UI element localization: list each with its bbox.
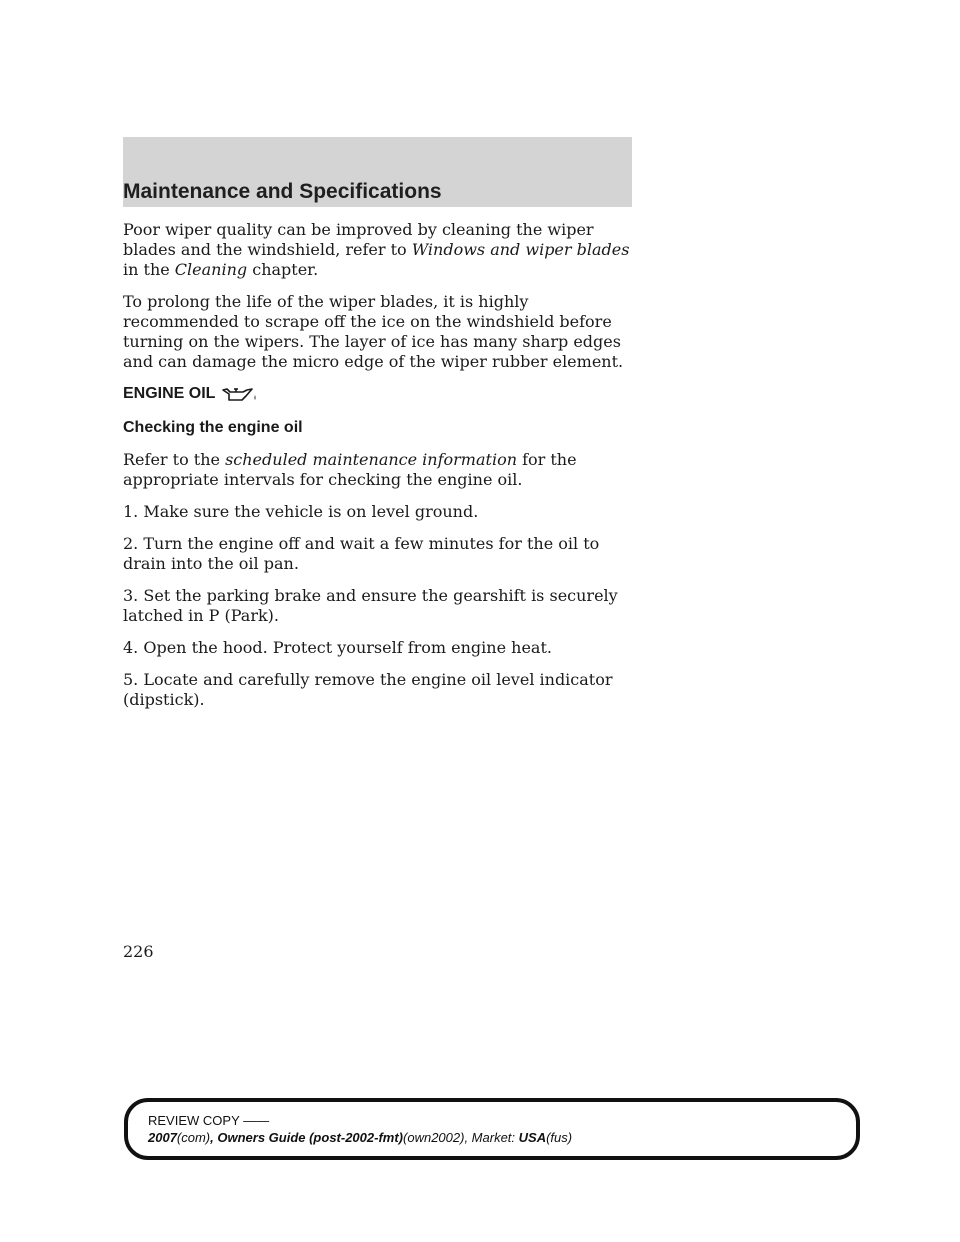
step-item: 5. Locate and carefully remove the engine oil level indicator (dipstick). xyxy=(123,670,613,709)
oil-can-icon xyxy=(221,385,261,403)
engine-oil-heading: ENGINE OIL xyxy=(123,384,643,404)
step-item: 2. Turn the engine off and wait a few minutes for the oil to drain into the oil pan. xyxy=(123,534,600,573)
review-copy-box xyxy=(124,1098,860,1160)
cross-reference-windows: Windows and wiper blades xyxy=(411,240,630,259)
cross-reference-chapter: Cleaning xyxy=(174,260,248,279)
step-item: 3. Set the parking brake and ensure the gearshift is securely latched in P (Park). xyxy=(123,586,618,625)
page-title: Maintenance and Specifications xyxy=(123,180,442,203)
wiper-paragraph-2: To prolong the life of the wiper blades, it is highly recommended to scrape off the ice on the windshield before turning on the wipers. The layer of ice has many sharp edges and can damage the micro edge of the wiper rubber element. xyxy=(123,292,624,371)
page-number: 226 xyxy=(123,942,154,961)
wiper-paragraph-1: Poor wiper quality can be improved by cleaning the wiper blades and the windshield, refer to Windows and wiper blades in the Cleaning chapter. xyxy=(123,220,630,279)
document-info-line: 2007(com), Owners Guide (post-2002-fmt)(own2002), Market: USA(fus) xyxy=(148,1130,573,1145)
oil-intro-paragraph: Refer to the scheduled maintenance information for the appropriate intervals for checking the engine oil. xyxy=(123,450,577,489)
step-item: 1. Make sure the vehicle is on level ground. xyxy=(123,502,479,521)
review-copy-line: REVIEW COPY —— xyxy=(148,1113,270,1128)
step-item: 4. Open the hood. Protect yourself from engine heat. xyxy=(123,638,552,657)
cross-reference-maintenance: scheduled maintenance information xyxy=(225,450,517,469)
checking-oil-subheading: Checking the engine oil xyxy=(123,419,303,436)
page-content xyxy=(123,220,643,722)
